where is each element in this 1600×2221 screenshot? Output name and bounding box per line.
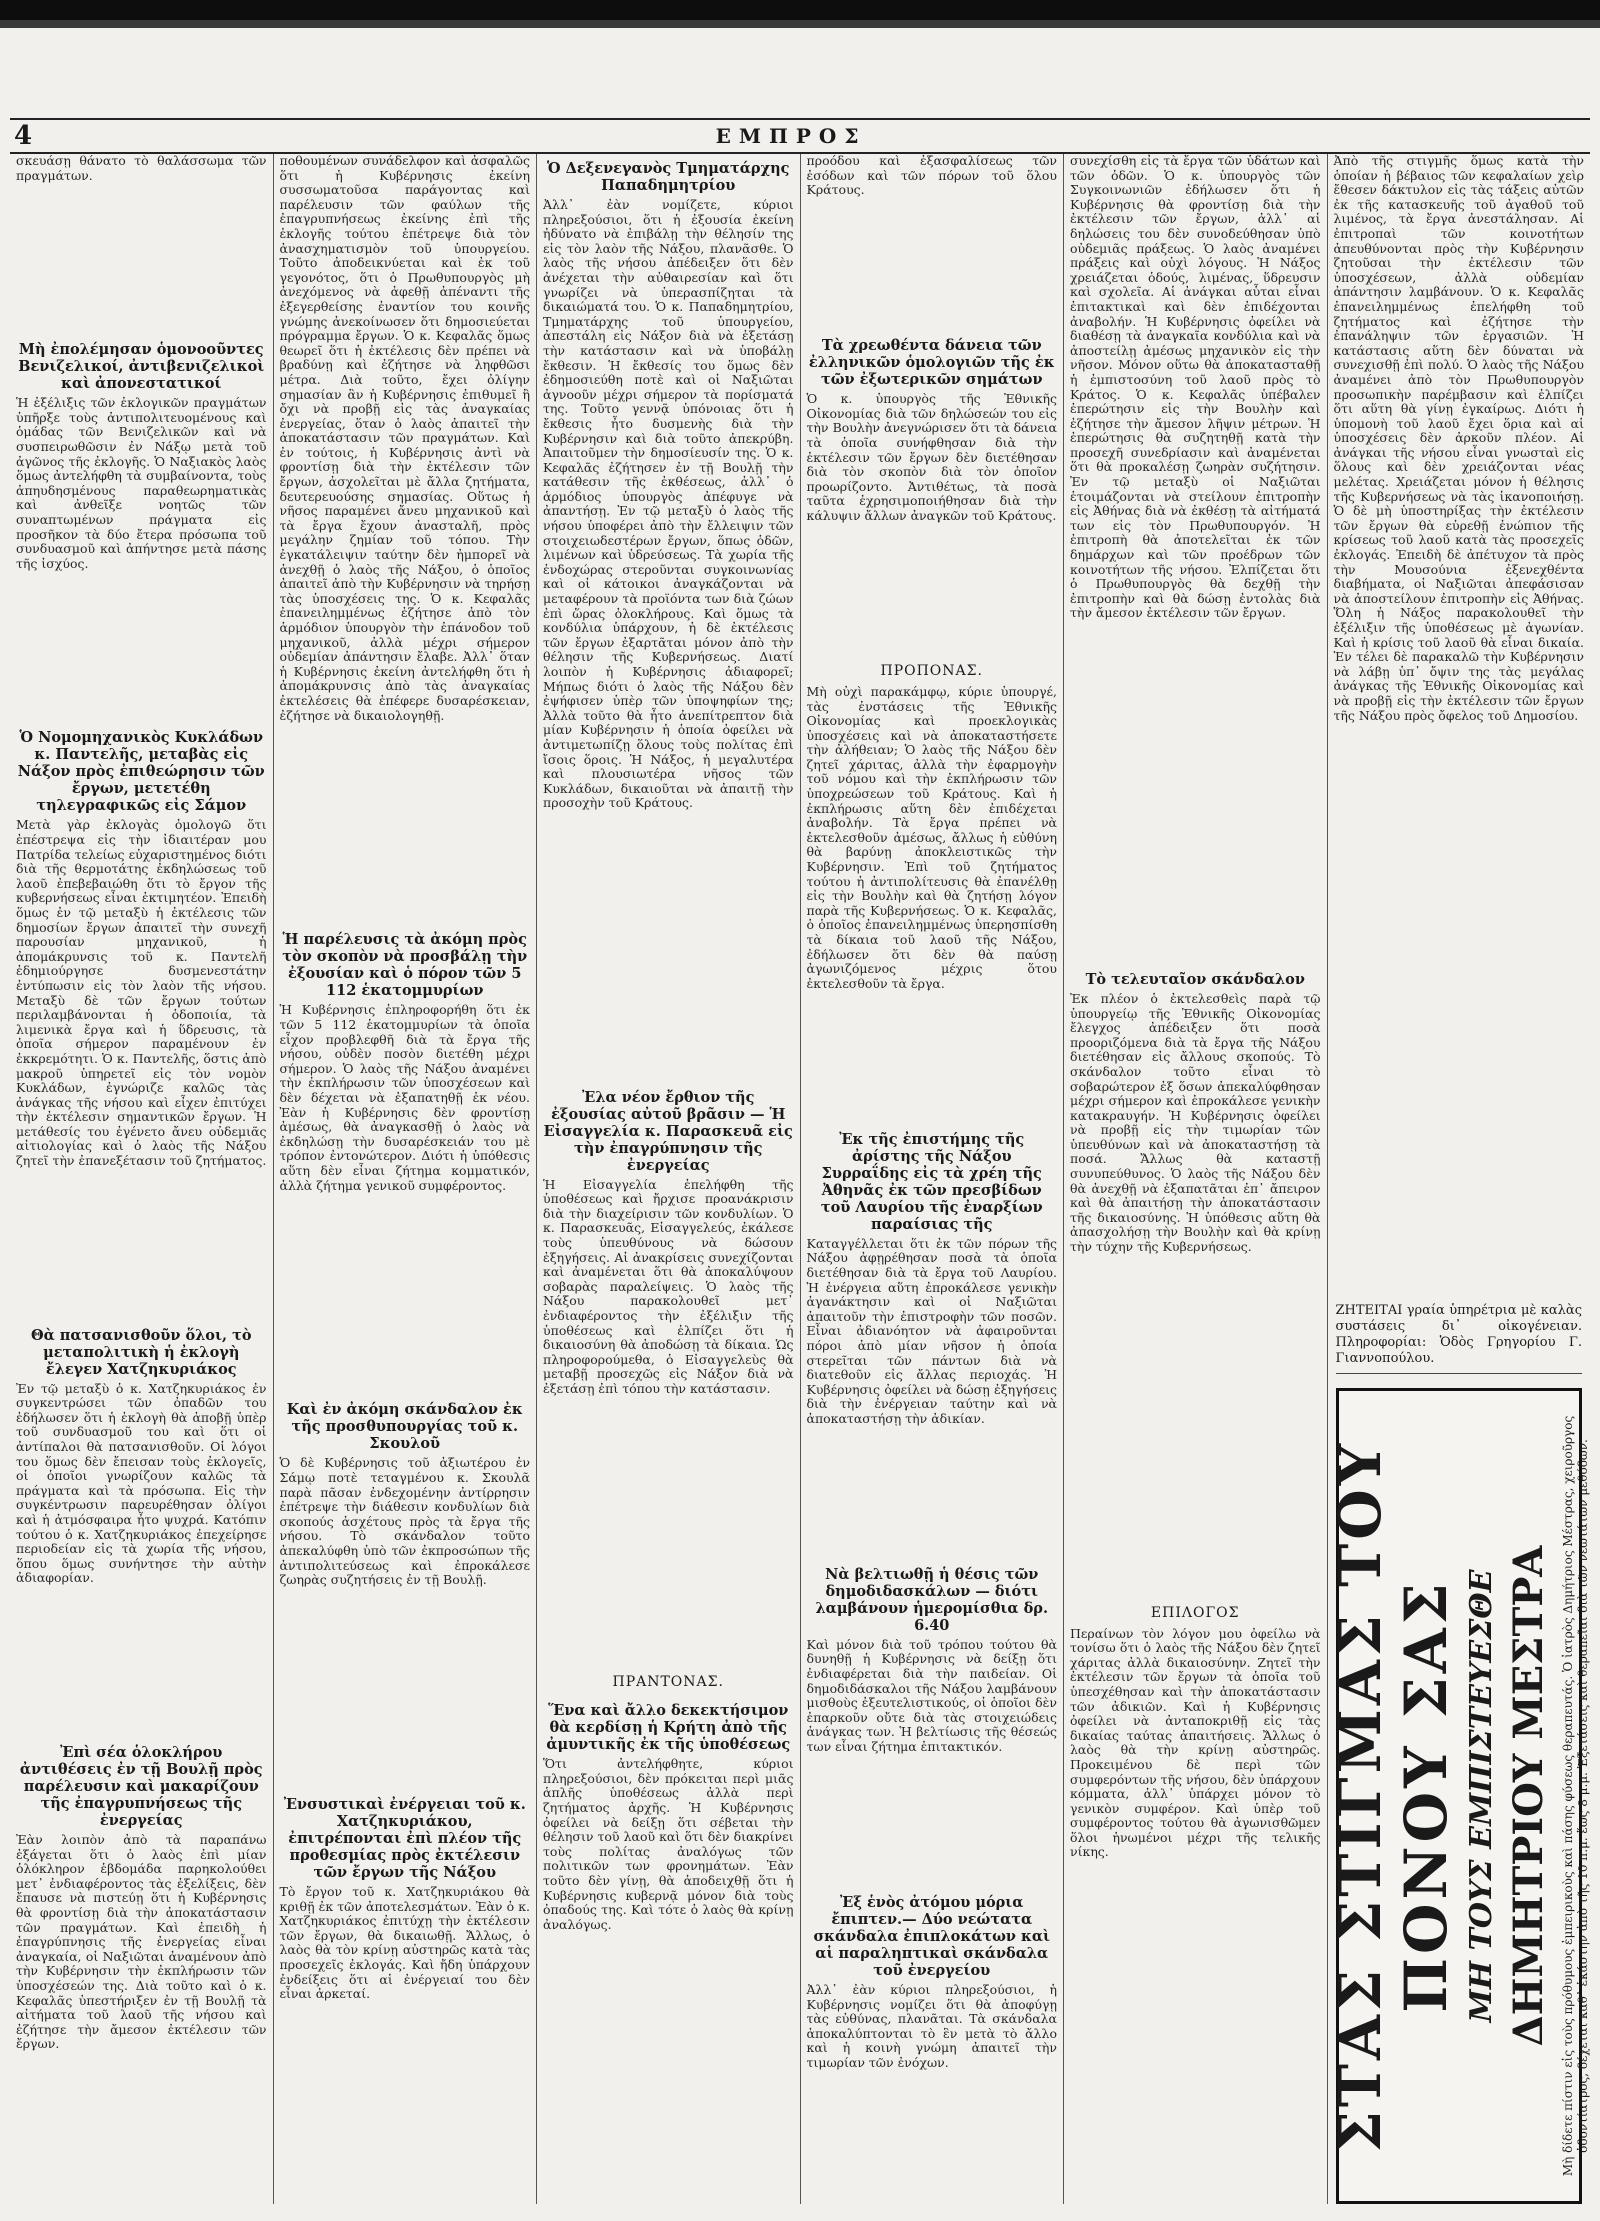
advertisement-line: ΜΗ ΤΟΥΣ ΕΜΠΙΣΤΕΥΕΣΘΕ: [1463, 1569, 1499, 2023]
article-body: προόδου καὶ ἐξασφαλίσεως τῶν ἐσόδων καὶ τῶν πόρων τοῦ ὅλου Κράτους.: [806, 153, 1057, 198]
article-body: Ἐὰν λοιπὸν ἀπὸ τὰ παραπάνω ἐξάγεται ὅτι ὁ λαὸς ἐπὶ μίαν ὁλόκληρον ἑβδομάδα παρηκολούθει μετ᾿ ἐνδιαφέροντος τὰς ἐξελίξεις, δὲν ἔπαυσε νὰ πιστεύῃ ὅτι ἡ Κυβέρνησις θὰ φροντίσῃ διὰ τὴν ἀποκατάστασιν τῶν πραγμάτων. Καὶ ἐπειδὴ ἡ ἐπαγρύπνησις τῆς ἐνεργείας εἶναι ἀναγκαία, οἱ Ναξιῶται ἀναμένουν ἀπὸ τὴν Κυβέρνησιν τὴν ἐκπλήρωσιν τῶν ὑποσχέσεών της. Διὰ τοῦτο καὶ ὁ κ. Κεφαλᾶς ὑπεστήριξεν ἐν τῇ Βουλῇ τὰ αἰτήματα τοῦ λαοῦ τῆς νήσου καὶ ἐζήτησε τὴν ἄμεσον ἐκτέλεσιν τῶν ἔργων.: [16, 1832, 267, 2052]
advertisement-line: ΣΤΑΣ ΣΤΙΓΜΑΣ ΤΟΥ ΠΟΝΟΥ ΣΑΣ: [1325, 1439, 1460, 2153]
article-headline: Ἕνα καὶ ἄλλο δεκεκτήσιμον θὰ κερδίσῃ ἡ Κρήτη ἀπὸ τῆς ἀμυντικῆς ἐκ τῆς ὑποθέσεως: [546, 1702, 791, 1754]
classified-notice: ΖΗΤΕΙΤΑΙ γραία ὑπηρέτρια μὲ καλὰς συστάσεις δι᾿ οἰκογένειαν. Πληροφορίαι: Ὁδὸς Γρηγορίου Γ. Γιαννοπούλου.: [1336, 1303, 1583, 1374]
article-headline: Τὸ τελευταῖον σκάνδαλον: [1085, 970, 1305, 988]
article-headline: Ἐπὶ σέα ὁλοκλήρου ἀντιθέσεις ἐν τῇ Βουλῇ πρὸς παρέλευσιν καὶ μακαρίζουν τῆς ἐπαγρυπνήσεως τῆς ἐνεργείας: [19, 1744, 263, 1830]
article-body: Καταγγέλλεται ὅτι ἐκ τῶν πόρων τῆς Νάξου ἀφῃρέθησαν ποσὰ τὰ ὁποῖα διετέθησαν διὰ τὰ ἔργα τοῦ Λαυρίου. Ἡ ἐνέργεια αὕτη ἐπροκάλεσε γενικὴν ἀγανάκτησιν καὶ οἱ Ναξιῶται ἀπαιτοῦν τὴν ἐπιστροφὴν τῶν ποσῶν. Εἶναι ἀδιανόητον νὰ ἀφαιροῦνται πόροι ἀπὸ μίαν νῆσον ἡ ὁποία στερεῖται τῶν πάντων διὰ νὰ διατεθοῦν εἰς ἄλλας περιοχάς. Ἡ Κυβέρνησις ὀφείλει νὰ δώσῃ ἐξηγήσεις διὰ τὴν ἐνέργειαν ταύτην καὶ νὰ ἀποκαταστήσῃ τὴν ἀδικίαν.: [806, 1235, 1057, 1426]
article-body: Καὶ μόνον διὰ τοῦ τρόπου τούτου θὰ δυνηθῇ ἡ Κυβέρνησις νὰ δείξῃ ὅτι ἐνδιαφέρεται διὰ τὴν παιδείαν. Οἱ δημοδιδάσκαλοι τῆς Νάξου λαμβάνουν μισθοὺς ἐξευτελιστικούς, οἱ ὁποῖοι δὲν ἐπαρκοῦν οὔτε διὰ τὰς στοιχειώδεις ἀνάγκας των. Ἡ βελτίωσις τῆς θέσεώς των εἶναι ζήτημα ἐπιτακτικόν.: [806, 1636, 1057, 1755]
masthead: [10, 118, 1590, 154]
advertisement-fine-print: Μὴ δίδετε πίστιν εἰς τοὺς πρόθυμους ἐμπειρικοὺς καὶ πάσης φύσεως θεραπευτάς. Ὁ ἰατρὸς Δημήτριος Μέστρας, χειροῦργος ὀδοντίατρος, δέχεται καθ᾿ ἑκάστην ἀπὸ τῆς 10 π.μ. ἕως 8 μ.μ. Ἐξετάσεις καὶ θεραπεῖαι διὰ τῶν νεωτάτων μεθόδων.: [1560, 1415, 1590, 2177]
article-body: Περαίνων τὸν λόγον μου ὀφείλω νὰ τονίσω ὅτι ὁ λαὸς τῆς Νάξου δὲν ζητεῖ χάριτας ἀλλὰ δικαιοσύνην. Ζητεῖ τὴν ἐκτέλεσιν τῶν ἔργων τὰ ὁποῖα τοῦ ὑπεσχέθησαν καὶ τὴν ἀποκατάστασιν τῶν ἀδικιῶν. Καὶ ἡ Κυβέρνησις ὀφείλει νὰ ἀνταποκριθῇ εἰς τὰς δικαίας ταύτας ἀπαιτήσεις. Ἄλλως ὁ λαὸς θὰ τὴν κρίνῃ αὐστηρῶς. Προκειμένου δὲ περὶ τῶν συμφερόντων τῆς νήσου, δὲν ὑπάρχουν κόμματα, ἀλλ᾿ ὑπάρχει μόνον τὸ γενικὸν συμφέρον. Καὶ ὑπὲρ τοῦ συμφέροντος τούτου θὰ ἀγωνισθῶμεν ὅλοι ἡνωμένοι μέχρι τῆς τελικῆς νίκης.: [1070, 1625, 1321, 1860]
column-4: [801, 154, 1065, 2204]
article-headline: Ἡ παρέλευσις τὰ ἀκόμη πρὸς τὸν σκοπὸν νὰ προσβάλῃ τὴν ἐξουσίαν καὶ ὁ πόρον τῶν 5 112 ἑκατομμυρίων: [282, 931, 528, 1000]
article-body: συνεχίσθη εἰς τὰ ἔργα τῶν ὑδάτων καὶ τῶν ὁδῶν. Ὁ κ. ὑπουργὸς τῶν Συγκοινωνιῶν ἐδήλωσεν ὅτι ἡ Κυβέρνησις θὰ φροντίσῃ διὰ τὴν ἐκτέλεσιν τῶν ἔργων, ἀλλ᾿ αἱ δηλώσεις του δὲν συνοδεύθησαν ὑπὸ οὐδεμιᾶς πράξεως. Ὁ λαὸς ἀναμένει πράξεις καὶ οὐχὶ λόγους. Ἡ Νάξος χρειάζεται ὁδούς, λιμένας, ὕδρευσιν καὶ σχολεῖα. Αἱ ἀνάγκαι αὗται εἶναι ἐπιτακτικαὶ καὶ δὲν ἐπιδέχονται ἀναβολήν. Ἡ Κυβέρνησις ὀφείλει νὰ διαθέσῃ τὰ ἀναγκαῖα κονδύλια καὶ νὰ ἀποστείλῃ ἀμέσως μηχανικὸν εἰς τὴν νῆσον. Μόνον οὕτω θὰ ἀποκατασταθῇ ἡ ἐμπιστοσύνη τοῦ λαοῦ πρὸς τὸ Κράτος. Ὁ κ. Κεφαλᾶς ὑπέβαλεν ἐπερώτησιν εἰς τὴν Βουλὴν καὶ ἐζήτησε τὴν ἄμεσον λῆψιν μέτρων. Ἡ ἐπερώτησις θὰ συζητηθῇ κατὰ τὴν προσεχῆ συνεδρίασιν καὶ ἀναμένεται ὅτι θὰ προκαλέσῃ ζωηρὰν συζήτησιν. Ἐν τῷ μεταξὺ οἱ Ναξιῶται ἑτοιμάζονται νὰ στείλουν ἐπιτροπὴν εἰς Ἀθήνας διὰ νὰ ἐκθέσῃ τὰ αἰτήματά των εἰς τὸν Πρωθυπουργόν. Ἡ ἐπιτροπὴ θὰ ἀποτελεῖται ἐκ τῶν δημάρχων καὶ τῶν προέδρων τῶν κοινοτήτων τῆς νήσου. Ἐλπίζεται ὅτι ὁ Πρωθυπουργὸς θὰ δεχθῇ τὴν ἐπιτροπὴν καὶ θὰ δώσῃ ἐντολὰς διὰ τὴν ἄμεσον ἐκτέλεσιν τῶν ἔργων.: [1070, 153, 1321, 621]
article-headline: Ἐκ τῆς ἐπιστήμης τῆς ἀρίστης τῆς Νάξου Συρραΐδης εἰς τὰ χρέη τῆς Ἀθηνᾶς ἐκ τῶν πρεσβίδων τοῦ Λαυρίου τῆς ἐναρξίων παραίσιας τῆς: [820, 1130, 1043, 1233]
article-body: Ἀπὸ τῆς στιγμῆς ὅμως κατὰ τὴν ὁποίαν ἡ βέβαιος τῶν κεφαλαίων χεὶρ ἔθεσεν δάκτυλον εἰς τὰς τάξεις αὐτῶν ἐκ τῆς κατασκευῆς τοῦ ἀγαθοῦ τοῦ λιμένος, τὰ ἔργα ἀνεστάλησαν. Αἱ ἐπιτροπαὶ τῶν κοινοτήτων ἀπευθύνονται πρὸς τὴν Κυβέρνησιν ζητοῦσαι τὴν ἐκτέλεσιν τῶν ὑποσχέσεων, ἀλλὰ οὐδεμίαν ἀπάντησιν λαμβάνουν. Ὁ κ. Κεφαλᾶς ἐπανειλημμένως ἐπελήφθη τοῦ ζητήματος καὶ ἐζήτησε τὴν ἐπανάληψιν τῶν ἐργασιῶν. Ἡ κατάστασις αὕτη δὲν δύναται νὰ συνεχισθῇ ἐπὶ πολύ. Ὁ λαὸς τῆς Νάξου ἀναμένει ἀπὸ τὸν Πρωθυπουργὸν προσωπικὴν παρέμβασιν καὶ ἐλπίζει ὅτι αὕτη θὰ γίνῃ ἐγκαίρως. Διότι ἡ ὑπομονὴ τοῦ λαοῦ ἔχει ὅρια καὶ αἱ ὑποσχέσεις δὲν ἀρκοῦν πλέον. Αἱ ἀνάγκαι τῆς νήσου εἶναι γνωσταὶ εἰς ὅλους καὶ δὲν χρειάζονται νέας μελέτας. Χρειάζεται μόνον ἡ θέλησις τῆς Κυβερνήσεως νὰ τὰς ἱκανοποιήσῃ. Ὁ δὲ μὴ ὑποστηρίξας τὴν ἐκτέλεσιν τῶν ἔργων θὰ εὑρεθῇ ἐνώπιον τῆς κρίσεως τοῦ λαοῦ κατὰ τὰς προσεχεῖς ἐκλογάς. Ἐπειδὴ δὲ ἀπέτυχον τὰ πρὸς τὴν Μουσούνια ἐξενεχθέντα διαβήματα, οἱ Ναξιῶται ἀπεφάσισαν νὰ ἀποστείλουν ἐπιτροπὴν εἰς Ἀθήνας. Ὅλη ἡ Νάξος παρακολουθεῖ τὴν ἐξέλιξιν τῆς ὑποθέσεως μὲ ἀγωνίαν. Καὶ ἡ κρίσις τοῦ λαοῦ θὰ εἶναι δικαία. Ἐν τέλει δὲ παρακαλῶ τὴν Κυβέρνησιν νὰ λάβῃ ὑπ᾿ ὄψιν της τὰς μεγάλας ἀνάγκας τῆς Ἐθνικῆς Οἰκονομίας καὶ νὰ προβῇ εἰς τὴν ἐκτέλεσιν τῶν ἔργων τῆς Νάξου πρὸς ὄφελος τοῦ Δημοσίου.: [1333, 153, 1584, 723]
article-body: Ὅτι ἀντελήφθητε, κύριοι πληρεξούσιοι, δὲν πρόκειται περὶ μιᾶς ἁπλῆς ὑποθέσεως ἀλλὰ περὶ ζητήματος ἀρχῆς. Ἡ Κυβέρνησις ὀφείλει νὰ δείξῃ ὅτι σέβεται τὴν θέλησιν τοῦ λαοῦ καὶ ὅτι δὲν διακρίνει τοὺς πολίτας ἀναλόγως τῶν πολιτικῶν των φρονημάτων. Ἐὰν τοῦτο δὲν γίνῃ, θὰ ἀποδειχθῇ ὅτι ἡ Κυβέρνησις κυβερνᾷ μόνον διὰ τοὺς ὀπαδούς της. Καὶ τότε ὁ λαὸς θὰ κρίνῃ ἀναλόγως.: [543, 1756, 794, 1932]
article-body: Ὁ κ. ὑπουργὸς τῆς Ἐθνικῆς Οἰκονομίας διὰ τῶν δηλώσεών του εἰς τὴν Βουλὴν ἀνεγνώρισεν ὅτι τὰ δάνεια τὰ ὁποῖα συνήφθησαν διὰ τὴν ἐκτέλεσιν τῶν ἔργων δὲν διετέθησαν διὰ τὸν σκοπὸν διὰ τὸν ὁποῖον προωρίζοντο. Ἀντιθέτως, τὰ ποσὰ ταῦτα ἐχρησιμοποιήθησαν διὰ τὴν κάλυψιν ἄλλων ἀναγκῶν τοῦ Κράτους.: [806, 391, 1057, 523]
article-body: σκευάσῃ θάνατο τὸ θαλάσσωμα τῶν πραγμάτων.: [16, 153, 267, 183]
article-headline: Μὴ ἐπολέμησαν ὁμονοοῦντες Βενιζελικοί, ἀντιβενιζελικοὶ καὶ ἀπονεστατικοί: [18, 341, 265, 393]
column-5: [1064, 154, 1328, 2204]
article-headline: Ἐνσυστικαὶ ἐνέργειαι τοῦ κ. Χατζηκυριάκου, ἐπιτρέπονται ἐπὶ πλέον τῆς προθεσμίας πρὸς ἐκτέλεσιν τῶν ἔργων τῆς Νάξου: [283, 1796, 526, 1882]
advertisement-line: ΔΗΜΗΤΡΙΟΥ ΜΕΣΤΡΑ: [1504, 1545, 1552, 2047]
article-headline: Θὰ πατσανισθοῦν ὅλοι, τὸ μεταπολιτικὴ ἡ ἐκλογὴ ἔλεγεν Χατζηκυριάκος: [30, 1326, 252, 1378]
article-body: Ἀλλ᾿ ἐὰν νομίζετε, κύριοι πληρεξούσιοι, ὅτι ἡ ἐξουσία ἐκείνη ἠδύνατο νὰ ἐπιβάλῃ τὴν θέλησίν της εἰς τὸν λαὸν τῆς Νάξου, πλανᾶσθε. Ὁ λαὸς τῆς νήσου ἀπέδειξεν ὅτι δὲν ἀνέχεται τὴν αὐθαιρεσίαν καὶ ὅτι γνωρίζει νὰ ὑπερασπίζηται τὰ δικαιώματά του. Ὁ κ. Παπαδημητρίου, Τμηματάρχης τοῦ ὑπουργείου, ἀπεστάλη εἰς Νάξον διὰ νὰ ἐξετάσῃ τὴν κατάστασιν καὶ νὰ ὑποβάλῃ ἔκθεσιν. Ἡ ἔκθεσίς του ὅμως δὲν ἐδημοσιεύθη ποτὲ καὶ οἱ Ναξιῶται ἀγνοοῦν μέχρι σήμερον τὰ πορίσματά της. Τοῦτο γεννᾷ ὑπόνοιας ὅτι ἡ ἔκθεσις ἦτο δυσμενὴς διὰ τὴν Κυβέρνησιν καὶ διὰ τοῦτο ἀπεκρύβη. Ἀπαιτοῦμεν τὴν δημοσίευσίν της. Ὁ κ. Κεφαλᾶς ἐζήτησεν ἐν τῇ Βουλῇ τὴν κατάθεσιν τῆς ἐκθέσεως, ἀλλ᾿ ὁ ἁρμόδιος ὑπουργὸς ἀπέφυγε νὰ ἀπαντήσῃ. Ἐν τῷ μεταξὺ ὁ λαὸς τῆς νήσου ὑποφέρει ἀπὸ τὴν ἔλλειψιν τῶν στοιχειωδεστέρων ἔργων, ὅπως ὁδῶν, λιμένων καὶ ὑδρεύσεως. Τὰ χωρία τῆς ἐνδοχώρας στεροῦνται συγκοινωνίας καὶ οἱ κάτοικοι ἀναγκάζονται νὰ μεταφέρουν τὰ προϊόντα των διὰ ζώων ἐπὶ ὥρας ὁλοκλήρους. Καὶ ὅμως τὰ κονδύλια ὑπάρχουν, ἡ δὲ ἐκτέλεσις τῶν ἔργων ἐξαρτᾶται μόνον ἀπὸ τὴν θέλησιν τῆς Κυβερνήσεως. Διατί λοιπὸν ἡ Κυβέρνησις ἀδιαφορεῖ; Μήπως διότι ὁ λαὸς τῆς Νάξου δὲν ἐψήφισεν ὑπὲρ τῶν ὑποψηφίων της; Ἀλλὰ τοῦτο θὰ ἦτο ἀνεπίτρεπτον διὰ μίαν Κυβέρνησιν ἡ ὁποία ὀφείλει νὰ ἀντιμετωπίζῃ ὅλους τοὺς πολίτας ἐπὶ ἴσοις ὅροις. Ἡ Νάξος, ἡ μεγαλυτέρα καὶ πλουσιωτέρα νῆσος τῶν Κυκλάδων, δικαιοῦται νὰ ἀπαιτῇ τὴν προσοχὴν τοῦ Κράτους.: [543, 197, 794, 811]
column-1: [10, 154, 274, 2204]
article-body: Ἡ Εἰσαγγελία ἐπελήφθη τῆς ὑποθέσεως καὶ ἤρχισε προανάκρισιν διὰ τὴν διαχείρισιν τῶν κονδυλίων. Ὁ κ. Παρασκευᾶς, Εἰσαγγελεύς, ἐκάλεσε τοὺς ὑπευθύνους νὰ δώσουν ἐξηγήσεις. Αἱ ἀνακρίσεις συνεχίζονται καὶ ἀναμένεται ὅτι θὰ ἀποκαλύψουν σοβαρὰς παραλείψεις. Ὁ λαὸς τῆς Νάξου παρακολουθεῖ μετ᾿ ἐνδιαφέροντος τὴν ἐξέλιξιν τῆς ὑποθέσεως καὶ ἐλπίζει ὅτι ἡ δικαιοσύνη θὰ ἀποδώσῃ τὰ δίκαια. Ὡς πληροφορούμεθα, ὁ Εἰσαγγελεὺς θὰ μεταβῇ προσεχῶς εἰς Νάξον διὰ νὰ ἐξετάσῃ ἐπὶ τόπου τὴν κατάστασιν.: [543, 1176, 794, 1396]
article-body: Τὸ ἔργον τοῦ κ. Χατζηκυριάκου θὰ κριθῇ ἐκ τῶν ἀποτελεσμάτων. Ἐὰν ὁ κ. Χατζηκυριάκος ἐπιτύχῃ τὴν ἐκτέλεσιν τῶν ἔργων, θὰ δικαιωθῇ. Ἄλλως, ὁ λαὸς θὰ τὸν κρίνῃ αὐστηρῶς κατὰ τὰς προσεχεῖς ἐκλογάς. Καὶ ἤδη ὑπάρχουν ἐνδείξεις ὅτι αἱ ἐνέργειαί του δὲν εἶναι ἀρκεταί.: [279, 1884, 530, 2002]
article-body: Ἐκ πλέον ὁ ἐκτελεσθεὶς παρὰ τῷ ὑπουργείῳ τῆς Ἐθνικῆς Οἰκονομίας ἔλεγχος ἀπέδειξεν ὅτι ποσὰ προοριζόμενα διὰ τὰ ἔργα τῆς Νάξου διετέθησαν εἰς ἄλλους σκοπούς. Τὸ σκάνδαλον τοῦτο εἶναι τὸ σοβαρώτερον ἐξ ὅσων ἀπεκαλύφθησαν μέχρι σήμερον καὶ ἐπροκάλεσε γενικὴν κατακραυγήν. Ἡ Κυβέρνησις ὀφείλει νὰ προβῇ εἰς τὴν τιμωρίαν τῶν ὑπευθύνων καὶ νὰ ἀποκαταστήσῃ τὰ ποσά. Ἄλλως θὰ καταστῇ συνυπεύθυνος. Ὁ λαὸς τῆς Νάξου δὲν θὰ ἀνεχθῇ νὰ ἐξαπατᾶται ἐπ᾿ ἄπειρον καὶ θὰ ἀπαιτήσῃ τὴν ἀποκατάστασιν τῆς δικαιοσύνης. Ἡ ὑπόθεσις αὕτη θὰ ἀπασχολήσῃ τὴν Βουλὴν καὶ θὰ κρίνῃ τὴν τύχην τῆς Κυβερνήσεως.: [1070, 990, 1321, 1255]
top-dark-band: [0, 0, 1600, 20]
article-body: Ἡ ἐξέλιξις τῶν ἐκλογικῶν πραγμάτων ὑπῆρξε τοὺς ἀντιπολιτευομένους καὶ ὁμάδας τῶν Βενιζελικῶν καὶ νὰ συσπειρωθῶσιν ἐν Νάξῳ μετὰ τοῦ ἀγῶνος τῆς ἐκλογῆς. Ὁ Ναξιακὸς λαὸς ὅμως ἀντελήφθη τὰ συμβαίνοντα, τοὺς ἀπηυδησμένους παραθεωρηματικὰς καὶ ἀνθεῖξε νοητῶς τῶν συναπτωμένων πράγματα εἰς προσῆκον τὰ δύο ἔτερα πρόσωπα τοῦ συνδυασμοῦ καὶ ἀπήντησε μετὰ πάσης τῆς ἰσχύος.: [16, 395, 267, 571]
article-headline: Ἐλα νέον ἔρθιον τῆς ἐξουσίας αὐτοῦ βρᾶσιν — Ἡ Εἰσαγγελία κ. Παρασκευᾶ εἰς τὴν ἐπαγρύπνησιν τῆς ἐνεργείας: [543, 1088, 793, 1174]
article-body: Ἡ Κυβέρνησις ἐπληροφορήθη ὅτι ἐκ τῶν 5 112 ἑκατομμυρίων τὰ ὁποῖα εἶχον προβλεφθῆ διὰ τὰ ἔργα τῆς νήσου, οὐδὲν ποσὸν διετέθη μέχρι σήμερον. Ὁ λαὸς τῆς Νάξου ἀναμένει τὴν ἐκπλήρωσιν τῶν ὑποσχέσεων καὶ δὲν δέχεται νὰ ἐξαπατηθῇ ἐκ νέου. Ἐὰν ἡ Κυβέρνησις δὲν φροντίσῃ ἀμέσως, θὰ ἀναγκασθῇ ὁ λαὸς νὰ ἐκδηλώσῃ τὴν δυσαρέσκειάν του μὲ τρόπον ἐντονώτερον. Διότι ἡ ὑπόθεσις αὕτη δὲν εἶναι ζήτημα κομματικόν, ἀλλὰ ζήτημα γενικοῦ συμφέροντος.: [279, 1002, 530, 1193]
top-grey-band: [0, 20, 1600, 28]
article-body: Ἀλλ᾿ ἐὰν κύριοι πληρεξούσιοι, ἡ Κυβέρνησις νομίζει ὅτι θὰ ἀποφύγῃ τὰς εὐθύνας, πλανᾶται. Τὰ σκάνδαλα ἀποκαλύπτονται τὸ ἓν μετὰ τὸ ἄλλο καὶ ἡ κοινὴ γνώμη ἀπαιτεῖ τὴν τιμωρίαν τῶν ἐνόχων.: [806, 1982, 1057, 2070]
dentist-advertisement: [1325, 1388, 1590, 2204]
column-6: [1325, 153, 1591, 2204]
article-headline: Νὰ βελτιωθῇ ἡ θέσις τῶν δημοδιδασκάλων — διότι λαμβάνουν ἡμερομίσθια δρ. 6.40: [815, 1565, 1048, 1634]
article-headline: Καὶ ἐν ἀκόμη σκάνδαλον ἐκ τῆς προσθυπουργίας τοῦ κ. Σκουλοῦ: [286, 1401, 523, 1453]
article-signature: ΕΠΙΛΟΓΟΣ: [1150, 1604, 1240, 1621]
column-3: [537, 154, 801, 2204]
article-signature: ΠΡΑΝΤΟΝΑΣ.: [612, 1674, 724, 1691]
article-signature: ΠΡΟΠΟΝΑΣ.: [880, 662, 983, 679]
article-body: Μὴ οὐχὶ παρακάμφῳ, κύριε ὑπουργέ, τὰς ἐνστάσεις τῆς Ἐθνικῆς Οἰκονομίας καὶ προεκλογικὰς ὑποσχέσεις καὶ νὰ ἀποκαταστήσετε τὴν ἀλήθειαν; Ὁ λαὸς τῆς Νάξου δὲν ζητεῖ χάριτας, ἀλλὰ τὴν ἐφαρμογὴν τοῦ νόμου καὶ τὴν ἐκπλήρωσιν τῶν ὑποχρεώσεων τοῦ Κράτους. Καὶ ἡ ἐκπλήρωσις αὕτη δὲν ἐπιδέχεται ἀναβολήν. Τὰ ἔργα πρέπει νὰ ἐκτελεσθοῦν ἀμέσως, ἄλλως ἡ εὐθύνη θὰ βαρύνῃ ἀποκλειστικῶς τὴν Κυβέρνησιν. Ἐπὶ τοῦ ζητήματος τούτου ἡ ἀντιπολίτευσις θὰ ἐπανέλθῃ εἰς τὴν Βουλὴν καὶ θὰ ζητήσῃ λόγον παρὰ τῆς Κυβερνήσεως. Ὁ κ. Κεφαλᾶς, ὁ ὁποῖος ἐπανειλημμένως ὑπερησπίσθη τὰ δίκαια τοῦ λαοῦ τῆς Νάξου, ἐδήλωσεν ὅτι δὲν θὰ παύσῃ ἀγωνιζόμενος μέχρις ὅτου ἐκτελεσθοῦν τὰ ἔργα.: [806, 683, 1057, 991]
newspaper-columns: [10, 154, 1590, 2204]
newspaper-name: ΕΜΠΡΟΣ: [715, 124, 867, 148]
article-headline: Τὰ χρεωθέντα δάνεια τῶν ἐλληνικῶν ὁμολογιῶν τῆς ἐκ τῶν ἐξωτερικῶν σημάτων: [808, 337, 1055, 389]
article-headline: Ὁ Νομομηχανικὸς Κυκλάδων κ. Παντελῆς, μεταβὰς εἰς Νάξον πρὸς ἐπιθεώρησιν τῶν ἔργων, μετετέθη τηλεγραφικῶς εἰς Σάμον: [17, 729, 265, 815]
advertisement-rotated-content: [1325, 1401, 1590, 2191]
page-number: 4: [14, 121, 33, 151]
article-headline: Ὁ Δεξενεγανὸς Τμηματάρχης Παπαδημητρίου: [547, 160, 790, 194]
article-body: ποθουμένων συνάδελφον καὶ ἀσφαλῶς ὅτι ἡ Κυβέρνησις ἐκείνη συσσωματοῦσα παράγοντας καὶ παρέλευσιν τῶν φαύλων τῆς ἐπαγρυπνήσεως ἐκείνης ἐπὶ τῆς ἐκλογῆς τούτου ἐπέτρεψε διὰ τὸν ἀνασχηματισμὸν τοῦ ὑπουργείου. Τοῦτο ἀποδεικνύεται καὶ ἐκ τοῦ γεγονότος, ὅτι ὁ Πρωθυπουργὸς μὴ ἀνεχόμενος νὰ ἀφεθῇ ἀπέναντι τῆς ἐξεγερθείσης ἐναντίον του κοινῆς γνώμης ἀνεκοίνωσεν ὅτι δημοσιεύεται πρόγραμμα ἔργων. Ὁ κ. Κεφαλᾶς ὅμως θεωρεῖ ὅτι ἡ ἐκτέλεσις δὲν πρέπει νὰ βραδύνῃ καὶ ἐζήτησε νὰ ληφθῶσι μέτρα. Διὰ τοῦτο, ἔχει ὀλίγην σημασίαν ἂν ἡ Κυβέρνησις ἐπιθυμεῖ ἢ ὄχι νὰ προβῇ εἰς τὰς ἀναγκαίας ἐνεργείας, ὅταν ὁ λαὸς ἀπαιτεῖ τὴν ἀποκατάστασιν τῶν πραγμάτων. Καὶ ἐν τούτοις, ἡ Κυβέρνησις ἀντὶ νὰ φροντίσῃ διὰ τὴν ἐκτέλεσιν τῶν ἔργων, ἀσχολεῖται μὲ ἄλλα ζητήματα, δευτερευούσης σημασίας. Οὕτως ἡ νῆσος παραμένει ἄνευ μηχανικοῦ καὶ τὰ ἔργα ἔχουν ἀνασταλῆ, πρὸς μεγάλην ζημίαν τοῦ τόπου. Τὴν ἐγκατάλειψιν ταύτην δὲν ἠμπορεῖ νὰ ἀνεχθῇ ὁ λαὸς τῆς Νάξου, ὁ ὁποῖος ἀπαιτεῖ ἀπὸ τὴν Κυβέρνησιν νὰ τηρήσῃ τὰς ὑποσχέσεις της. Ὁ κ. Κεφαλᾶς ἐπανειλημμένως ἐζήτησε ἀπὸ τὸν ἁρμόδιον ὑπουργὸν τὴν ἐπάνοδον τοῦ μηχανικοῦ, ἀλλὰ μέχρι σήμερον οὐδεμίαν ἀπάντησιν ἔλαβε. Ἀλλ᾿ ὅταν ἡ Κυβέρνησις ἐκείνη ἀντελήφθη ὅτι ἡ ἀπομάκρυνσις ἀπὸ τὰς ἀναγκαίας ἐκτελέσεις θὰ ἐπέφερε δυσαρέσκειαν, ἐζήτησε νὰ δικαιολογηθῇ.: [279, 153, 530, 723]
column-2: [274, 154, 538, 2204]
article-body: Μετὰ γὰρ ἐκλογὰς ὁμολογῶ ὅτι ἐπέστρεψα εἰς τὴν ἰδιαιτέραν μου Πατρίδα τελείως εὐχαριστημένος διότι διὰ τῆς θερμοτάτης ἐκδηλώσεως τοῦ λαοῦ ἐπεβεβαιώθη ὅτι τὸ ἔργον τῆς κυβερνήσεως εἶναι ἐκτιμητέον. Ἐπειδὴ ὅμως ἐν τῷ μεταξὺ ἡ ἐκτέλεσις τῶν δημοσίων ἔργων ἀπαιτεῖ τὴν συνεχῆ παρουσίαν μηχανικοῦ, ἡ ἀπομάκρυνσις τοῦ κ. Παντελῆ ἐδημιούργησε δυσμενεστάτην ἐντύπωσιν εἰς τὸν λαὸν τῆς νήσου. Μεταξὺ δὲ τῶν ἔργων τούτων περιλαμβάνονται ἡ ὁδοποιία, τὰ λιμενικὰ ἔργα καὶ ἡ ὕδρευσις, τὰ ὁποῖα σήμερον παραμένουν ἐν ἐκκρεμότητι. Ὁ κ. Παντελῆς, ὅστις ἀπὸ μακροῦ ὑπηρετεῖ εἰς τὸν νομὸν Κυκλάδων, ἐγνώριζε καλῶς τὰς ἀνάγκας τῆς νήσου καὶ εἶχεν ἐπιτύχει τὴν ἐκτέλεσιν σημαντικῶν ἔργων. Ἡ μετάθεσίς του ἐγένετο ἄνευ οὐδεμιᾶς αἰτιολογίας καὶ ὁ λαὸς τῆς Νάξου ζητεῖ τὴν ἐπανεξέτασιν τοῦ ζητήματος.: [16, 817, 267, 1169]
article-headline: Ἐξ ἑνὸς ἀτόμου μόρια ἔπιπτεν.— Δύο νεώτατα σκάνδαλα ἐπιπλοκάτων καὶ αἱ παραληπτικαὶ σκάνδαλα τοῦ ἐνεργείου: [813, 1894, 1051, 1980]
article-body: Ὁ δὲ Κυβέρνησις τοῦ ἀξιωτέρου ἐν Σάμῳ ποτὲ τεταγμένου κ. Σκουλᾶ παρὰ πᾶσαν ἐνδεχομένην ἀντίρρησιν ἐπέτρεψε τὴν διάθεσιν κονδυλίων διὰ σκοπούς ἀσχέτους πρὸς τὰ ἔργα τῆς νήσου. Τὸ σκάνδαλον τοῦτο ἀπεκαλύφθη ὑπὸ τῶν ἐκπροσώπων τῆς ἀντιπολιτεύσεως καὶ ἐπροκάλεσε ζωηρὰς συζητήσεις ἐν τῇ Βουλῇ.: [279, 1455, 530, 1588]
article-body: Ἐν τῷ μεταξὺ ὁ κ. Χατζηκυριάκος ἐν συγκεντρώσει τῶν ὀπαδῶν του ἐδήλωσεν ὅτι ἡ ἐκλογὴ θὰ ἀποβῇ ὑπὲρ τοῦ συνδυασμοῦ του καὶ ὅτι οἱ ἀντίπαλοι θὰ πατσανισθοῦν. Οἱ λόγοι του ὅμως δὲν ἔπεισαν τοὺς ἐκλογεῖς, οἱ ὁποῖοι γνωρίζουν καλῶς τὰ πράγματα καὶ τὰ πρόσωπα. Εἰς τὴν συγκέντρωσιν παρευρέθησαν ὀλίγοι καὶ ἡ ἀτμόσφαιρα ἦτο ψυχρά. Κατόπιν τούτου ὁ κ. Χατζηκυριάκος ἐπεχείρησε περιοδείαν εἰς τὰ χωρία τῆς νήσου, ὅπου ὅμως συνήντησε τὴν αὐτὴν ἀδιαφορίαν.: [16, 1380, 267, 1586]
